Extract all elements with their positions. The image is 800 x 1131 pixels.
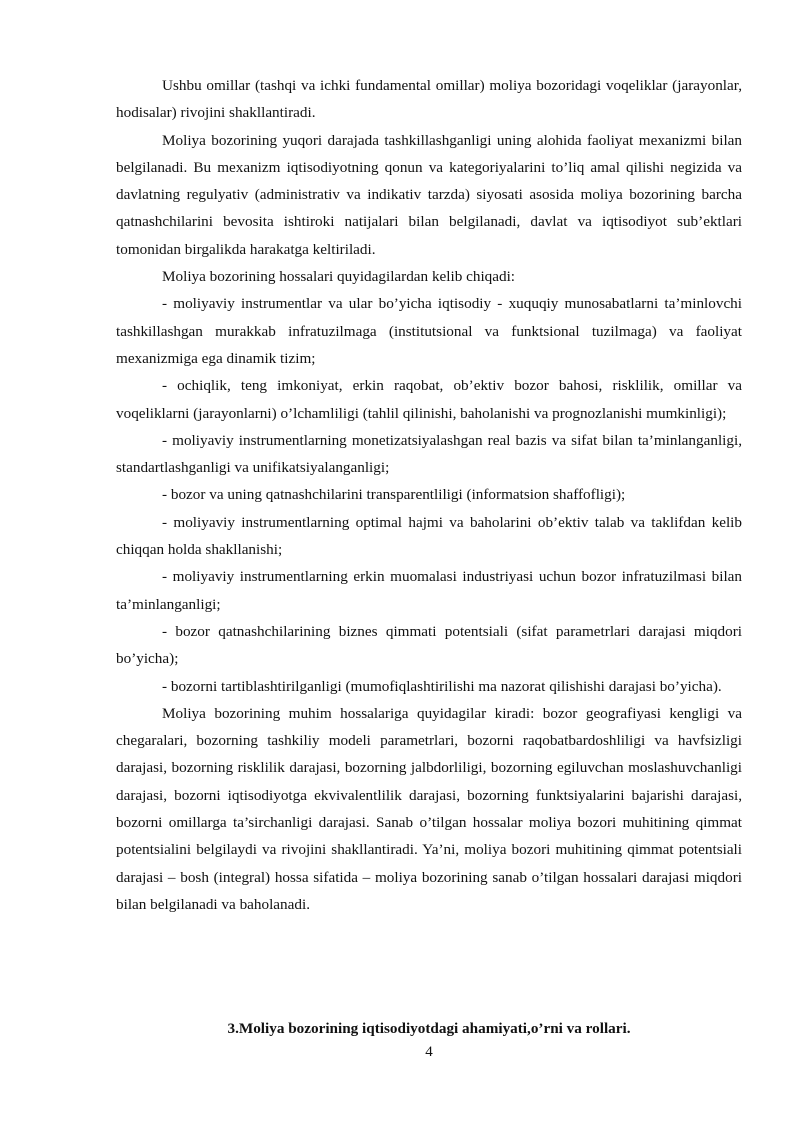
paragraph-key-properties: Moliya bozorining muhim hossalariga quyidagilar kiradi: bozor geografiyasi kengligi va chegaralari, bozorning tashkiliy modeli parametrlari, bozorni raqobatbardoshliligi va havfsizligi darajasi, bozorning risklilik darajasi, bozorning jalbdorliligi, bozorning egiluvchan moslashuvchanligi darajasi, bozorni iqtisodiyotga ekvivalentlilik darajasi, bozorning funktsiyalarini bajarishi darajasi, bozorni omillarga ta’sirchanligi darajasi. Sanab o’tilgan hossalar moliya bozori muhitining qimmat potentsialini belgilaydi va rivojini shakllantiradi. Ya’ni, moliya bozori muhitining qimmat potentsiali darajasi – bosh (integral) hossa sifatida – moliya bozorining sanab o’tilgan hossalari darajasi miqdori bilan belgilanadi va baholanadi.: [116, 704, 742, 913]
document-body: [116, 72, 742, 918]
list-item-infrastructure: - moliyaviy instrumentlarning erkin muomalasi industriyasi uchun bozor infratuzilmasi bilan ta’minlanganligi;: [116, 568, 742, 613]
paragraph-properties-intro: Moliya bozorining hossalari quyidagilardan kelib chiqadi:: [162, 268, 516, 286]
list-item-transparency: - bozor va uning qatnashchilarini transparentliligi (informatsion shaffofligi);: [162, 486, 626, 504]
list-item-optimal-volume: - moliyaviy instrumentlarning optimal hajmi va baholarini ob’ektiv talab va taklifdan kelib chiqqan holda shakllanishi;: [116, 513, 742, 559]
paragraph-mechanism: Moliya bozorining yuqori darajada tashkillashganligi uning alohida faoliyat mexanizmi bilan belgilanadi. Bu mexanizm iqtisodiyotning qonun va kategoriyalarini to’liq amal qilishi negizida va davlatning regulyativ (administrativ va indikativ tarzda) siyosati asosida moliya bozorining barcha qatnashchilarini bevosita ishtiroki natijalari bilan belgilanadi, davlat va iqtisodiyot sub’ektlari tomonidan birgalikda harakatga keltiriladi.: [116, 131, 742, 258]
list-item-monetization: - moliyaviy instrumentlarning monetizatsiyalashgan real bazis va sifat bilan ta’minlanganligi, standartlashganligi va unifikatsiyalanganligi;: [116, 431, 742, 477]
list-item-business-value: - bozor qatnashchilarining biznes qimmati potentsiali (sifat parametrlari darajasi miqdori bo’yicha);: [116, 622, 742, 668]
page-number: 4: [425, 1044, 433, 1060]
list-item-regulation: - bozorni tartiblashtirilganligi (mumofiqlashtirilishi ma nazorat qilishishi darajasi bo’yicha).: [162, 677, 722, 695]
section-heading: 3.Moliya bozorining iqtisodiyotdagi ahamiyati,o’rni va rollari.: [227, 1020, 631, 1037]
paragraph-factors-intro: Ushbu omillar (tashqi va ichki fundamental omillar) moliya bozoridagi voqeliklar (jarayonlar, hodisalar) rivojini shakllantiradi.: [116, 77, 742, 122]
list-item-openness: - ochiqlik, teng imkoniyat, erkin raqobat, ob’ektiv bozor bahosi, risklilik, omillar va voqeliklarni (jarayonlarni) o’lchamliligi (tahlil qilinishi, baholanishi va prognozlanishi mumkinligi);: [116, 377, 742, 422]
list-item-dynamic-system: - moliyaviy instrumentlar va ular bo’yicha iqtisodiy - xuquqiy munosabatlarni ta’minlovchi tashkillashgan murakkab infratuzilmaga (institutsional va funktsional tuzilmaga) va faoliyat mexanizmiga ega dinamik tizim;: [116, 295, 742, 367]
